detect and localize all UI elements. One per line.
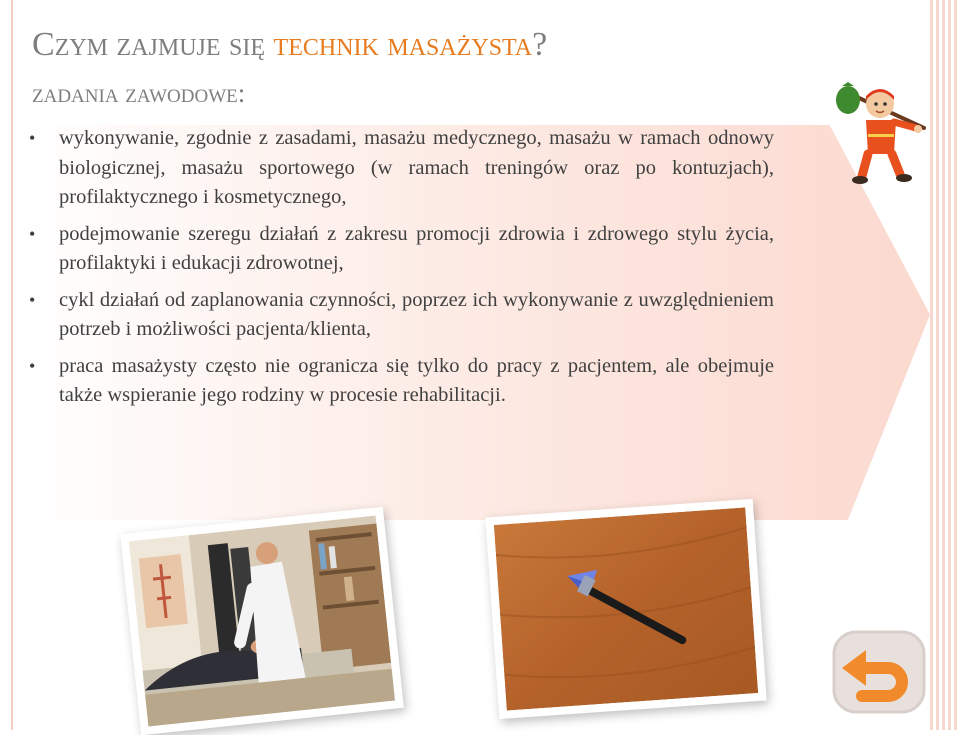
decorative-stripes [930,0,960,730]
reflex-hammer-photo [485,499,766,719]
list-item: • cykl działań od zaplanowania czynności, poprzez ich wykonywanie z uwzględnieniem potrzeb i możliwości pacjenta/klienta, [27,286,774,345]
wanderer-mascot-icon [832,78,930,186]
task-list [27,124,774,418]
list-item: • praca masażysty często nie ogranicza się tylko do pracy z pacjentem, ale obejmuje także wspieranie jego rodziny w procesie rehabilitacji. [27,352,774,411]
title-initial: C [32,26,55,63]
back-button[interactable] [826,624,932,720]
title-text: zym zajmuje się [54,26,274,63]
page-title [32,26,547,64]
list-item: • podejmowanie szeregu działań z zakresu promocji zdrowia i zdrowego stylu życia, profilaktyki i edukacji zdrowotnej, [27,220,774,279]
title-suffix: ? [532,26,548,63]
page-subtitle: zadania zawodowe: [32,78,246,108]
left-border-line [11,0,13,730]
title-highlight: technik masażysta [273,26,533,63]
massage-therapy-photo [120,507,404,735]
list-item: • wykonywanie, zgodnie z zasadami, masażu medycznego, masażu w ramach odnowy biologicznej, masażu sportowego (w ramach treningów oraz po kontuzjach), profilaktycznego i kosmetycznego, [27,124,774,213]
